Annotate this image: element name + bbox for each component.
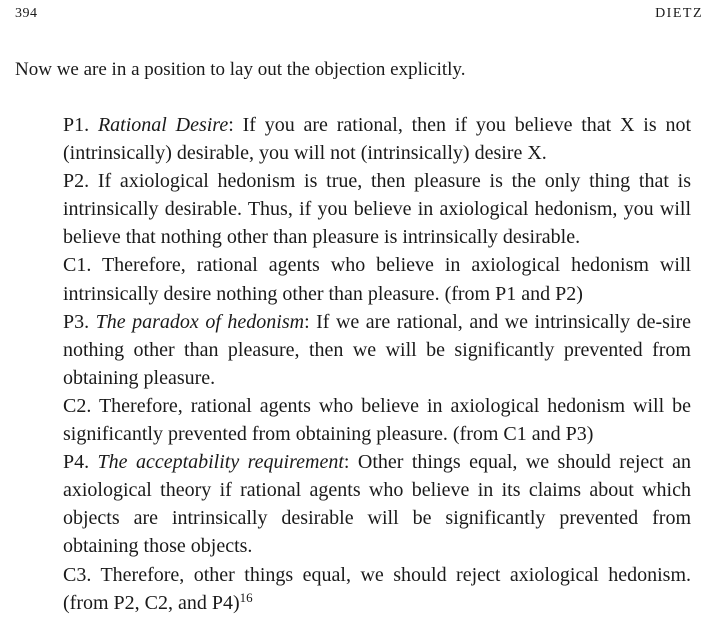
premise-p1 [63,111,691,167]
premise-p2 [63,167,691,251]
premise-p4 [63,448,691,560]
premise-title: The acceptability requirement [97,451,344,474]
premise-label: P1. [63,114,98,136]
premise-label: C3. [63,563,101,586]
premise-text: : If we are rational, and we intrinsically de-sire nothing other than pleasure, then we will be significantly prevented from obtaining pleasure. [63,310,691,389]
running-head: DIETZ [655,6,703,21]
conclusion-c3 [63,561,691,617]
conclusion-c1 [63,251,691,307]
premise-label: C2. [63,394,99,417]
premise-text: If axiological hedonism is true, then pleasure is the only thing that is intrinsically desirable. Thus, if you believe in axiological hedonism, you will believe that nothing other than pleasure is intrinsically desirable. [63,170,691,249]
footnote-marker: 16 [239,589,253,605]
premise-title: The paradox of hedonism [95,310,305,333]
page-number: 394 [15,6,38,21]
premise-text: Therefore, other things equal, we should reject axiological hedonism. (from P2, C2, and P4) [63,563,691,614]
premise-label: C1. [63,254,102,277]
premise-text: : Other things equal, we should reject an axiological theory if rational agents who believe in its claims about which objects are intrinsically desirable will be significantly prevented from obtaining those objects. [63,451,691,558]
conclusion-c2 [63,392,691,448]
premise-label: P3. [63,310,96,333]
premise-p3 [63,308,691,392]
premise-title: Rational Desire [97,114,229,136]
intro-paragraph: Now we are in a position to lay out the objection explicitly. [15,59,466,80]
premise-label: P4. [63,451,98,474]
premise-text: Therefore, rational agents who believe in axiological hedonism will intrinsically desire nothing other than pleasure. (from P1 and P2) [63,254,692,305]
argument-list [63,111,691,617]
premise-label: P2. [63,170,98,193]
page-header [15,6,703,24]
premise-text: : If you are rational, then if you believe that X is not (intrinsically) desirable, you will not (intrinsically) desire X. [63,114,692,165]
premise-text: Therefore, rational agents who believe in axiological hedonism will be significantly prevented from obtaining pleasure. (from C1 and P3) [63,394,692,446]
